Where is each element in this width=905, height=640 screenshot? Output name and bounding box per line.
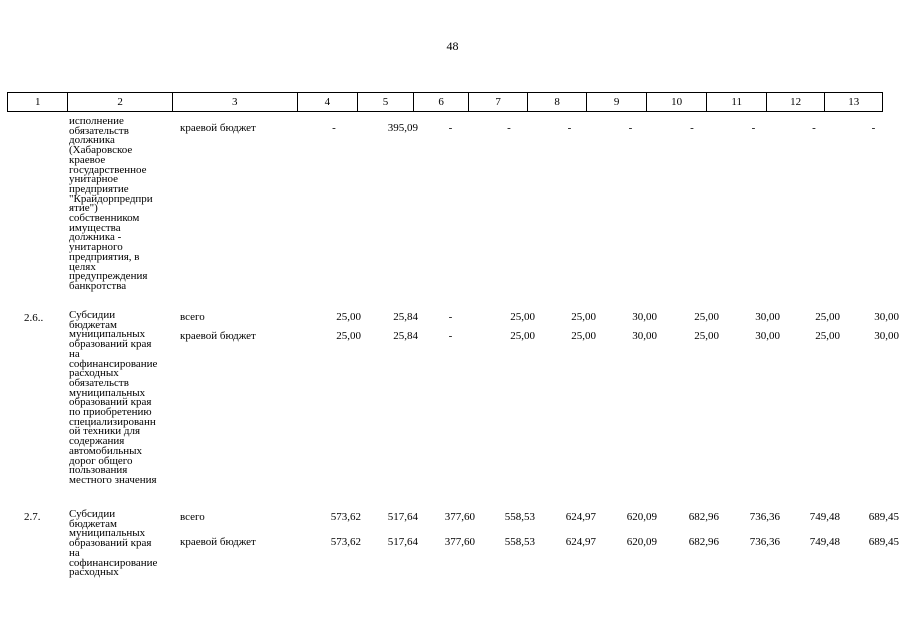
row-name-line: должника <box>69 134 115 147</box>
page-number: 48 <box>446 39 459 53</box>
row-name-line: пользования <box>69 464 128 477</box>
value-cell: 558,53 <box>504 511 535 523</box>
value-cell: 25,84 <box>393 311 418 323</box>
header-col-13: 13 <box>824 93 882 111</box>
row-name-line: расходных <box>69 566 119 579</box>
row-name-line: Субсидии <box>69 508 116 520</box>
value-cell: 624,97 <box>565 511 596 523</box>
source-label: краевой бюджет <box>180 536 256 548</box>
value-cell: 736,36 <box>749 536 780 548</box>
value-cell: 30,00 <box>632 330 657 342</box>
header-col-9: 9 <box>586 93 646 111</box>
row-name-line: обязательств <box>69 376 129 389</box>
header-col-8: 8 <box>527 93 587 111</box>
row-name-line: ятие") <box>69 202 98 215</box>
value-cell: 25,00 <box>571 330 596 342</box>
value-cell: - <box>628 122 633 134</box>
value-cell: - <box>751 122 756 134</box>
value-cell: 749,48 <box>809 511 840 523</box>
row-name-line: целях <box>69 260 96 273</box>
value-cell: 395,09 <box>387 122 418 134</box>
row-name-line: должника - <box>69 231 122 244</box>
source-label: краевой бюджет <box>180 330 256 342</box>
row-name-line: софинансирование <box>69 556 158 569</box>
row-name-line: дорог общего <box>69 454 133 467</box>
row-name-line: имущества <box>69 221 121 234</box>
value-cell: 558,53 <box>504 536 535 548</box>
value-cell: 377,60 <box>444 511 475 523</box>
header-col-11: 11 <box>706 93 766 111</box>
value-cell: 517,64 <box>387 511 418 523</box>
header-col-6: 6 <box>413 93 469 111</box>
row-name-line: государственное <box>69 163 147 176</box>
row-name-line: ой техники для <box>69 425 141 438</box>
row-name-line: автомобильных <box>69 444 142 457</box>
header-col-3: 3 <box>172 93 297 111</box>
value-cell: 30,00 <box>874 330 899 342</box>
value-cell: 25,00 <box>694 330 719 342</box>
row-name-line: (Хабаровское <box>69 144 133 157</box>
row-name <box>69 311 176 486</box>
row-name-line: софинансирование <box>69 357 158 370</box>
value-cell: - <box>448 311 453 323</box>
value-cell: - <box>507 122 511 134</box>
row-name-line: краевое <box>69 153 106 166</box>
header-col-5: 5 <box>357 93 413 111</box>
row-name-line: бюджетам <box>69 318 117 331</box>
source-label: всего <box>180 511 205 523</box>
row-name-line: унитарное <box>69 173 119 186</box>
value-cell: 25,00 <box>694 311 719 323</box>
row-name-line: исполнение <box>69 115 124 127</box>
row-name-line: по приобретению <box>69 406 152 419</box>
row-name-line: образований края <box>69 396 152 409</box>
row-name-line: обязательств <box>69 124 129 137</box>
row-name-line: на <box>69 347 80 360</box>
header-col-2: 2 <box>67 93 171 111</box>
value-cell: 25,84 <box>393 330 418 342</box>
row-name-line: собственником <box>69 212 140 225</box>
value-cell: 736,36 <box>749 511 780 523</box>
value-cell: 30,00 <box>874 311 899 323</box>
value-cell: 30,00 <box>755 330 780 342</box>
table-header <box>7 92 883 112</box>
row-name-line: банкротства <box>69 279 127 292</box>
value-cell: - <box>871 122 876 134</box>
row-name-line: образований края <box>69 338 152 351</box>
source-label: краевой бюджет <box>180 122 256 134</box>
value-cell: 749,48 <box>809 536 840 548</box>
value-cell: 682,96 <box>688 536 719 548</box>
value-cell: 689,45 <box>868 536 899 548</box>
value-cell: 25,00 <box>815 311 840 323</box>
row-name-line: муниципальных <box>69 527 146 540</box>
value-cell: 377,60 <box>444 536 475 548</box>
value-cell: 25,00 <box>510 311 535 323</box>
value-cell: 682,96 <box>688 511 719 523</box>
row-name-line: муниципальных <box>69 386 146 399</box>
value-cell: - <box>812 122 816 134</box>
row-name-line: предприятия, в <box>69 250 140 263</box>
row-number: 2.6.. <box>24 312 44 324</box>
row-name-line: предупреждения <box>69 270 148 283</box>
row-name-line: местного значения <box>69 473 157 486</box>
header-col-4: 4 <box>297 93 357 111</box>
row-name-line: муниципальных <box>69 328 146 341</box>
value-cell: - <box>567 122 572 134</box>
value-cell: 620,09 <box>626 536 657 548</box>
value-cell: 620,09 <box>626 511 657 523</box>
value-cell: 573,62 <box>330 536 361 548</box>
row-name-line: расходных <box>69 367 119 380</box>
value-cell: 25,00 <box>571 311 596 323</box>
row-name <box>69 510 176 578</box>
value-cell: 689,45 <box>868 511 899 523</box>
row-name-line: образований края <box>69 537 152 550</box>
row-name-line: Субсидии <box>69 309 116 321</box>
row-name-line: "Крайдорпредпри <box>69 192 153 205</box>
value-cell: - <box>690 122 694 134</box>
value-cell: 30,00 <box>755 311 780 323</box>
value-cell: 25,00 <box>336 330 361 342</box>
row-name-line: на <box>69 546 80 559</box>
value-cell: 517,64 <box>387 536 418 548</box>
header-col-7: 7 <box>468 93 527 111</box>
row-name-line: предприятие <box>69 182 129 195</box>
row-name <box>69 117 176 292</box>
row-name-line: бюджетам <box>69 517 117 530</box>
value-cell: 25,00 <box>336 311 361 323</box>
value-cell: - <box>332 122 336 134</box>
header-col-10: 10 <box>646 93 706 111</box>
row-name-line: содержания <box>69 435 125 448</box>
value-cell: 624,97 <box>565 536 596 548</box>
header-col-12: 12 <box>766 93 825 111</box>
value-cell: 25,00 <box>510 330 535 342</box>
value-cell: - <box>448 122 453 134</box>
value-cell: 25,00 <box>815 330 840 342</box>
row-number: 2.7. <box>24 511 41 523</box>
value-cell: 30,00 <box>632 311 657 323</box>
source-label: всего <box>180 311 205 323</box>
header-col-1: 1 <box>34 96 41 108</box>
value-cell: 573,62 <box>330 511 361 523</box>
value-cell: - <box>448 330 453 342</box>
row-name-line: унитарного <box>69 241 123 254</box>
row-name-line: специализированн <box>69 415 156 428</box>
